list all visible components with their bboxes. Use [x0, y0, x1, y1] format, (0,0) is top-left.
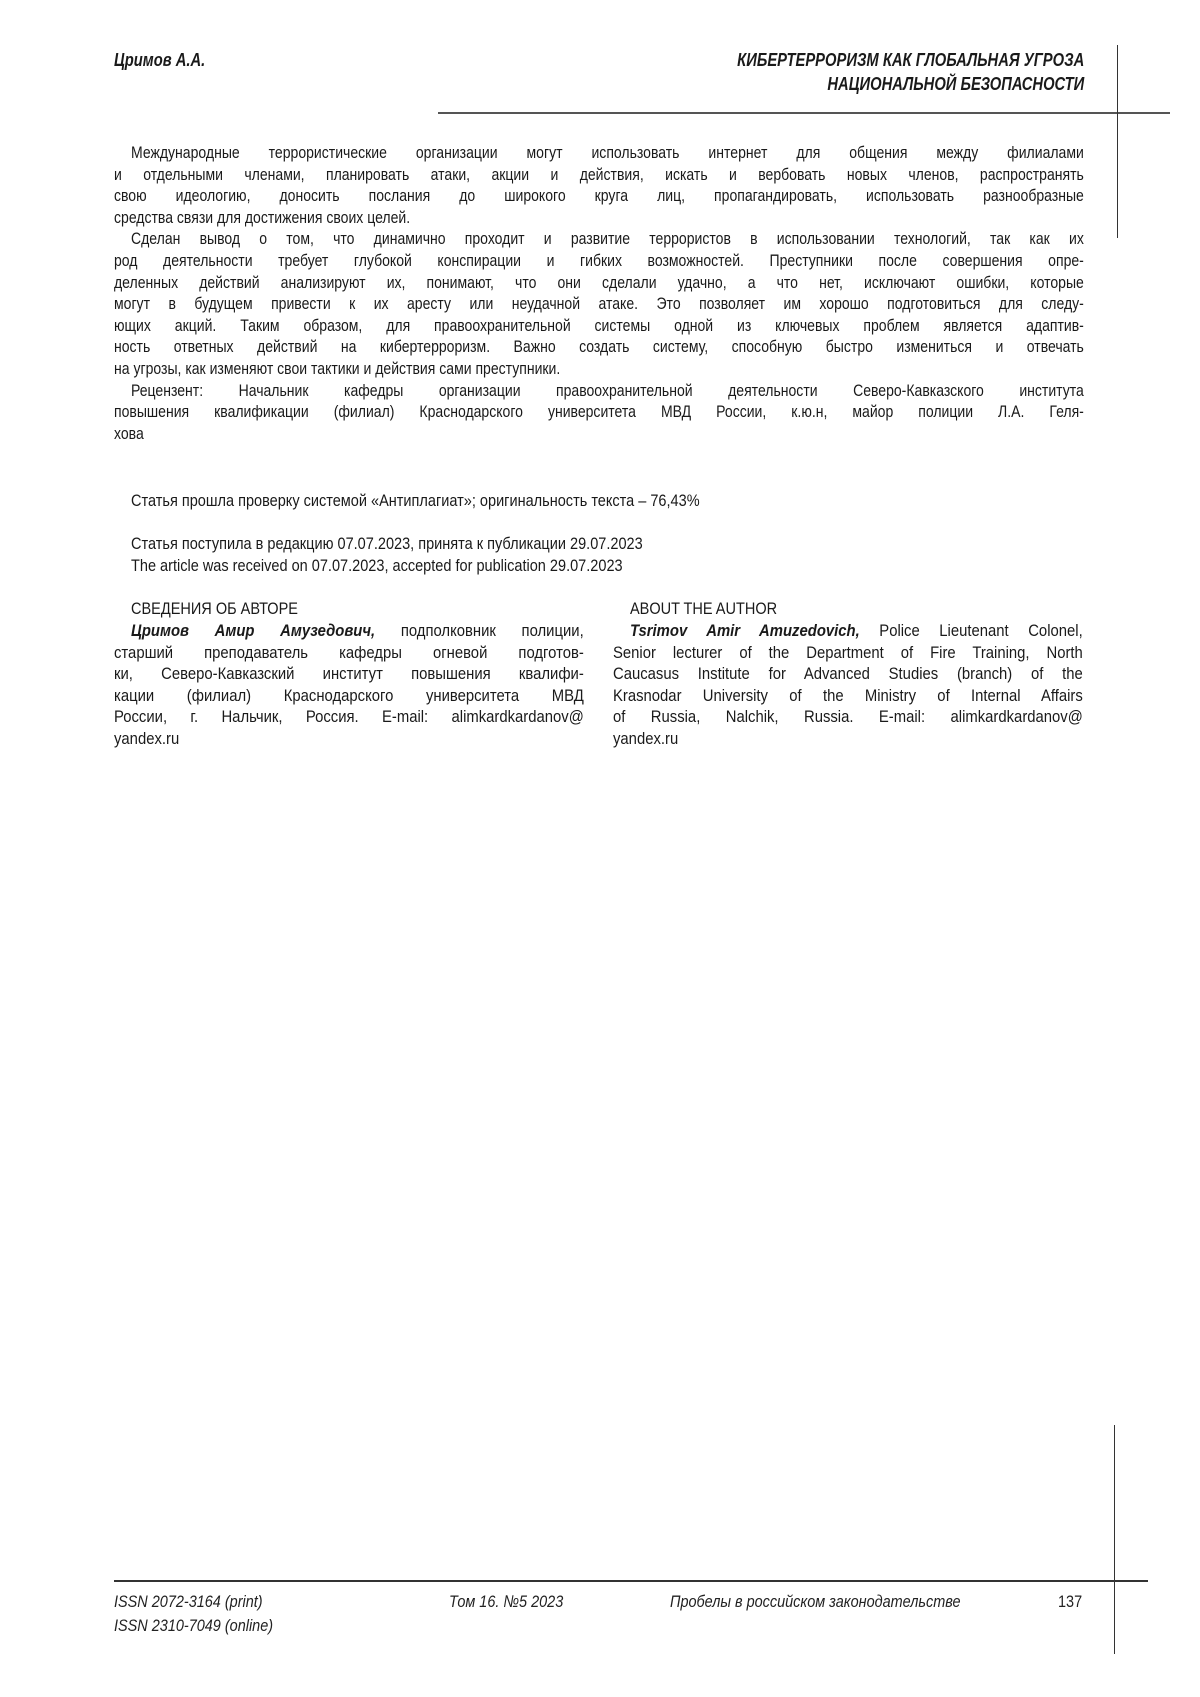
journal-volume: Том 16. №5 2023: [449, 1592, 564, 1611]
paragraph-3-line: Рецензент: Начальник кафедры организации правоохранительной деятельности Северо-Кавказского института: [131, 381, 1084, 400]
paragraph-2-line: на угрозы, как изменяют свои тактики и действия сами преступники.: [114, 360, 561, 378]
author-ru-heading: СВЕДЕНИЯ ОБ АВТОРЕ: [131, 600, 298, 618]
paragraph-3-line: повышения квалификации (филиал) Краснодарского университета МВД России, к.ю.н, майор полиции Л.А. Геля-: [114, 403, 1084, 422]
author-en-heading: ABOUT THE AUTHOR: [630, 600, 778, 618]
journal-name: Пробелы в российском законодательстве: [670, 1592, 961, 1611]
paragraph-1-line: средства связи для достижения своих целей.: [114, 208, 411, 227]
author-ru-detail-line: старший преподаватель кафедры огневой подготов-: [114, 643, 584, 662]
author-ru-detail-line: кации (филиал) Краснодарского университета МВД: [114, 686, 584, 705]
author-en-detail-line: of Russia, Nalchik, Russia. E-mail: alimkardkardanov@: [613, 708, 1083, 727]
author-ru-name: Цримов Амир Амузедович,: [131, 622, 376, 640]
issn-online: ISSN 2310-7049 (online): [114, 1616, 274, 1635]
paragraph-2-line: деленных действий анализируют их, понимают, что они сделали удачно, а что нет, исключают ошибки, которые: [114, 273, 1084, 292]
author-en-detail-line: Senior lecturer of the Department of Fire Training, North: [613, 643, 1083, 662]
running-author: Цримов А.А.: [114, 50, 206, 70]
author-en-name-line: [630, 620, 1083, 642]
author-ru-name-line: [131, 620, 584, 642]
author-en-rank: Police Lieutenant Colonel,: [879, 622, 1083, 640]
paragraph-2-line: ность ответных действий на кибертерроризм. Важно создать систему, способную быстро измениться и отвечать: [114, 338, 1084, 357]
author-ru-detail-line: ки, Северо-Кавказский институт повышения квалифи-: [114, 665, 584, 684]
author-ru-detail-line: России, г. Нальчик, Россия. E-mail: alimkardkardanov@: [114, 708, 584, 727]
paragraph-2-line: ющих акций. Таким образом, для правоохранительной системы одной из ключевых проблем является адаптив-: [114, 316, 1084, 335]
paragraph-1-line: свою идеологию, доносить послания до широкого круга лиц, пропагандировать, использовать разнообразные: [114, 187, 1084, 206]
issn-print: ISSN 2072-3164 (print): [114, 1592, 263, 1611]
author-en-name: Tsrimov Amir Amuzedovich,: [630, 622, 860, 640]
paragraph-2-line: род деятельности требует глубокой конспирации и гибких возможностей. Преступники после совершения опре-: [114, 252, 1084, 270]
received-en: The article was received on 07.07.2023, accepted for publication 29.07.2023: [131, 557, 623, 575]
author-en-detail-line: yandex.ru: [613, 730, 679, 748]
running-title-line-1: КИБЕРТЕРРОРИЗМ КАК ГЛОБАЛЬНАЯ УГРОЗА: [736, 50, 1084, 70]
page-number: 137: [1058, 1592, 1083, 1611]
author-ru-detail-line: yandex.ru: [114, 730, 180, 748]
author-en-detail-line: Caucasus Institute for Advanced Studies (branch) of the: [613, 665, 1083, 684]
author-en-detail-line: Krasnodar University of the Ministry of Internal Affairs: [613, 686, 1083, 705]
header-vertical-rule: [1117, 45, 1118, 238]
paragraph-3-line: хова: [114, 424, 144, 443]
header-rule: [438, 112, 1170, 114]
footer-vertical-rule: [1114, 1425, 1115, 1654]
running-title-line-2: НАЦИОНАЛЬНОЙ БЕЗОПАСНОСТИ: [827, 74, 1084, 94]
paragraph-1-line: и отдельными членами, планировать атаки, акции и действия, искать и вербовать новых членов, распространять: [114, 165, 1084, 184]
footer-rule: [114, 1580, 1148, 1582]
received-ru: Статья поступила в редакцию 07.07.2023, принята к публикации 29.07.2023: [131, 535, 643, 553]
paragraph-1-line: Международные террористические организации могут использовать интернет для общения между филиалами: [131, 144, 1084, 162]
paragraph-2-line: Сделан вывод о том, что динамично проходит и развитие террористов в использовании технологий, так как их: [131, 230, 1084, 249]
paragraph-2-line: могут в будущем привести к их аресту или неудачной атаке. Это позволяет им хорошо подготовиться для следу-: [114, 295, 1084, 314]
author-ru-rank: подполковник полиции,: [400, 622, 584, 640]
antiplagiat-note: Статья прошла проверку системой «Антиплагиат»; оригинальность текста – 76,43%: [131, 492, 700, 510]
